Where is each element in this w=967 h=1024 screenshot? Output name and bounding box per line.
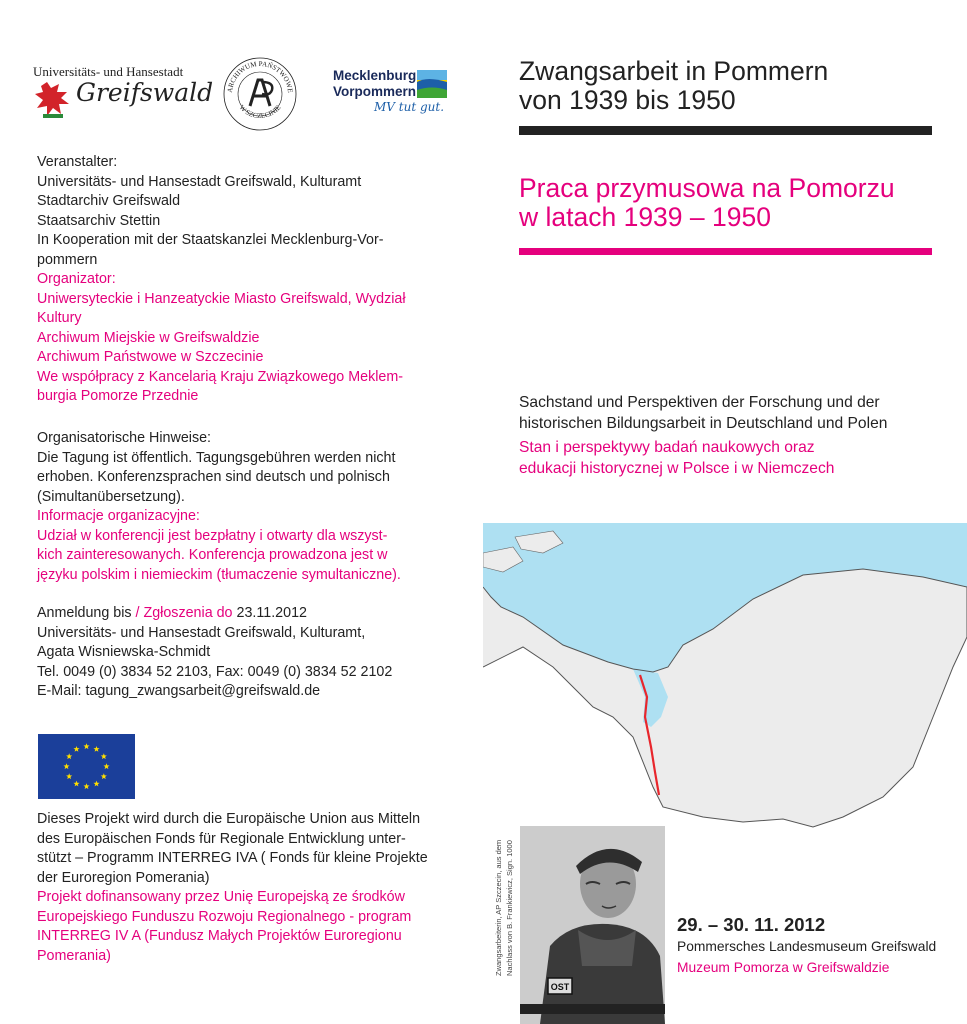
registration-label-de: Anmeldung bis bbox=[37, 605, 132, 621]
registration-section bbox=[37, 604, 392, 702]
mv-logo-line2: Vorpommern bbox=[333, 84, 417, 99]
hints-pl-line: kich zainteresowanych. Konferencja prowadzona jest w bbox=[37, 547, 388, 563]
funding-de-line: der Euroregion Pomerania) bbox=[37, 869, 210, 886]
title-divider-black bbox=[519, 126, 932, 135]
archive-ring-bottom: W SZCZECINIE bbox=[237, 103, 283, 121]
hints-section bbox=[37, 429, 401, 585]
funding-de-line: stützt – Programm INTERREG IVA ( Fonds für kleine Projekte bbox=[37, 850, 428, 866]
registration-date: 23.11.2012 bbox=[232, 605, 307, 621]
hints-de-line: Organisatorische Hinweise: bbox=[37, 430, 212, 446]
ost-badge-text: OST bbox=[550, 982, 570, 992]
funding-de-line: des Europäischen Fonds für Regionale Entwicklung unter- bbox=[37, 830, 406, 847]
organizer-de-line: Universitäts- und Hansestadt Greifswald, Kulturamt bbox=[37, 173, 362, 190]
photo-caption-line1: Zwangsarbeiterin, AP Szczecin, aus dem bbox=[494, 839, 503, 976]
subtitle-de-line1: Sachstand und Perspektiven der Forschung und der bbox=[519, 394, 880, 411]
title-divider-pink bbox=[519, 248, 932, 255]
forced-labourer-photo bbox=[520, 826, 665, 1024]
title-german-line1: Zwangsarbeit in Pommern bbox=[519, 56, 829, 86]
organizer-section bbox=[37, 153, 406, 407]
mecklenburg-vorpommern-logo bbox=[330, 66, 450, 120]
archive-seal-icon bbox=[222, 56, 298, 132]
organizer-pl-line: burgia Pomorze Przednie bbox=[37, 388, 199, 404]
greifswald-logo bbox=[33, 64, 214, 126]
subtitle-de-line2: historischen Bildungsarbeit in Deutschland und Polen bbox=[519, 414, 888, 432]
hints-de-line: erhoben. Konferenzsprachen sind deutsch und polnisch bbox=[37, 469, 390, 485]
organizer-de-line: Stadtarchiv Greifswald bbox=[37, 193, 181, 209]
registration-separator: / bbox=[131, 605, 144, 621]
funding-pl-line: INTERREG IV A (Fundusz Małych Projektów Euroregionu bbox=[37, 928, 402, 944]
greifswald-logo-top-text: Universitäts- und Hansestadt bbox=[33, 64, 184, 79]
organizer-pl-line: Archiwum Państwowe w Szczecinie bbox=[37, 349, 264, 365]
hints-de-line: Die Tagung ist öffentlich. Tagungsgebühren werden nicht bbox=[37, 449, 396, 466]
organizer-de-line: In Kooperation mit der Staatskanzlei Mecklenburg-Vor- bbox=[37, 232, 384, 248]
organizer-de-line: pommern bbox=[37, 251, 98, 268]
pomerania-map bbox=[483, 517, 967, 847]
event-venue-de: Pommersches Landesmuseum Greifswald bbox=[677, 939, 937, 954]
registration-email[interactable]: E-Mail: tagung_zwangsarbeit@greifswald.de bbox=[37, 683, 321, 699]
title-german bbox=[519, 57, 828, 115]
title-polish bbox=[519, 174, 895, 232]
funding-pl-line: Europejskiego Funduszu Rozwoju Regionalnego - program bbox=[37, 908, 412, 925]
event-venue-pl: Muzeum Pomorza w Greifswaldzie bbox=[677, 960, 890, 975]
mv-logo-slogan: MV tut gut. bbox=[374, 100, 445, 114]
greifswald-logo-city: Greifswald bbox=[76, 78, 214, 107]
mv-landscape-flag-icon bbox=[417, 70, 447, 98]
registration-label-pl: Zgłoszenia do bbox=[143, 605, 233, 621]
subtitle-pl-line2: edukacji historycznej w Polsce i w Niemczech bbox=[519, 459, 835, 477]
organizer-pl-line: Organizator: bbox=[37, 271, 116, 287]
mv-logo-line1: Mecklenburg bbox=[333, 68, 417, 83]
hints-pl-line: języku polskim i niemieckim (tłumaczenie symultaniczne). bbox=[37, 566, 401, 583]
registration-line: Universitäts- und Hansestadt Greifswald, Kulturamt, bbox=[37, 624, 366, 641]
photo-caption-line2: Nachlass von B. Frankiewicz, Sign. 1000 bbox=[505, 840, 514, 976]
hints-de-line: (Simultanübersetzung). bbox=[37, 488, 185, 505]
funding-pl-line: Pomerania) bbox=[37, 947, 111, 964]
organizer-pl-line: Uniwersyteckie i Hanzeatyckie Miasto Greifswald, Wydział bbox=[37, 290, 406, 307]
subtitle bbox=[519, 393, 887, 479]
title-german-line2: von 1939 bis 1950 bbox=[519, 85, 736, 115]
eu-flag-icon bbox=[38, 734, 135, 799]
registration-line: Tel. 0049 (0) 3834 52 2103, Fax: 0049 (0) 3834 52 2102 bbox=[37, 663, 393, 680]
event-date: 29. – 30. 11. 2012 bbox=[677, 914, 826, 935]
organizer-pl-line: Kultury bbox=[37, 310, 82, 326]
hints-pl-line: Informacje organizacyjne: bbox=[37, 508, 200, 524]
hints-pl-line: Udział w konferencji jest bezpłatny i otwarty dla wszyst- bbox=[37, 527, 388, 544]
title-polish-line2: w latach 1939 – 1950 bbox=[519, 202, 771, 232]
organizer-pl-line: Archiwum Miejskie w Greifswaldzie bbox=[37, 329, 260, 346]
archive-ring-top: ARCHIWUM PAŃSTWOWE bbox=[225, 59, 295, 94]
archive-logo bbox=[222, 56, 298, 132]
funding-section bbox=[37, 810, 428, 966]
greifswald-griffin-icon bbox=[33, 80, 73, 122]
organizer-de-line: Veranstalter: bbox=[37, 154, 118, 170]
funding-pl-line: Projekt dofinansowany przez Unię Europejską ze środków bbox=[37, 889, 405, 905]
title-polish-line1: Praca przymusowa na Pomorzu bbox=[519, 173, 895, 203]
funding-de-line: Dieses Projekt wird durch die Europäische Union aus Mitteln bbox=[37, 811, 421, 827]
registration-line: Agata Wisniewska-Schmidt bbox=[37, 644, 211, 660]
subtitle-pl-line1: Stan i perspektywy badań naukowych oraz bbox=[519, 439, 815, 456]
registration-deadline bbox=[37, 604, 392, 624]
organizer-de-line: Staatsarchiv Stettin bbox=[37, 212, 161, 229]
photo-caption bbox=[490, 828, 520, 978]
organizer-pl-line: We współpracy z Kancelarią Kraju Związkowego Meklem- bbox=[37, 368, 404, 385]
